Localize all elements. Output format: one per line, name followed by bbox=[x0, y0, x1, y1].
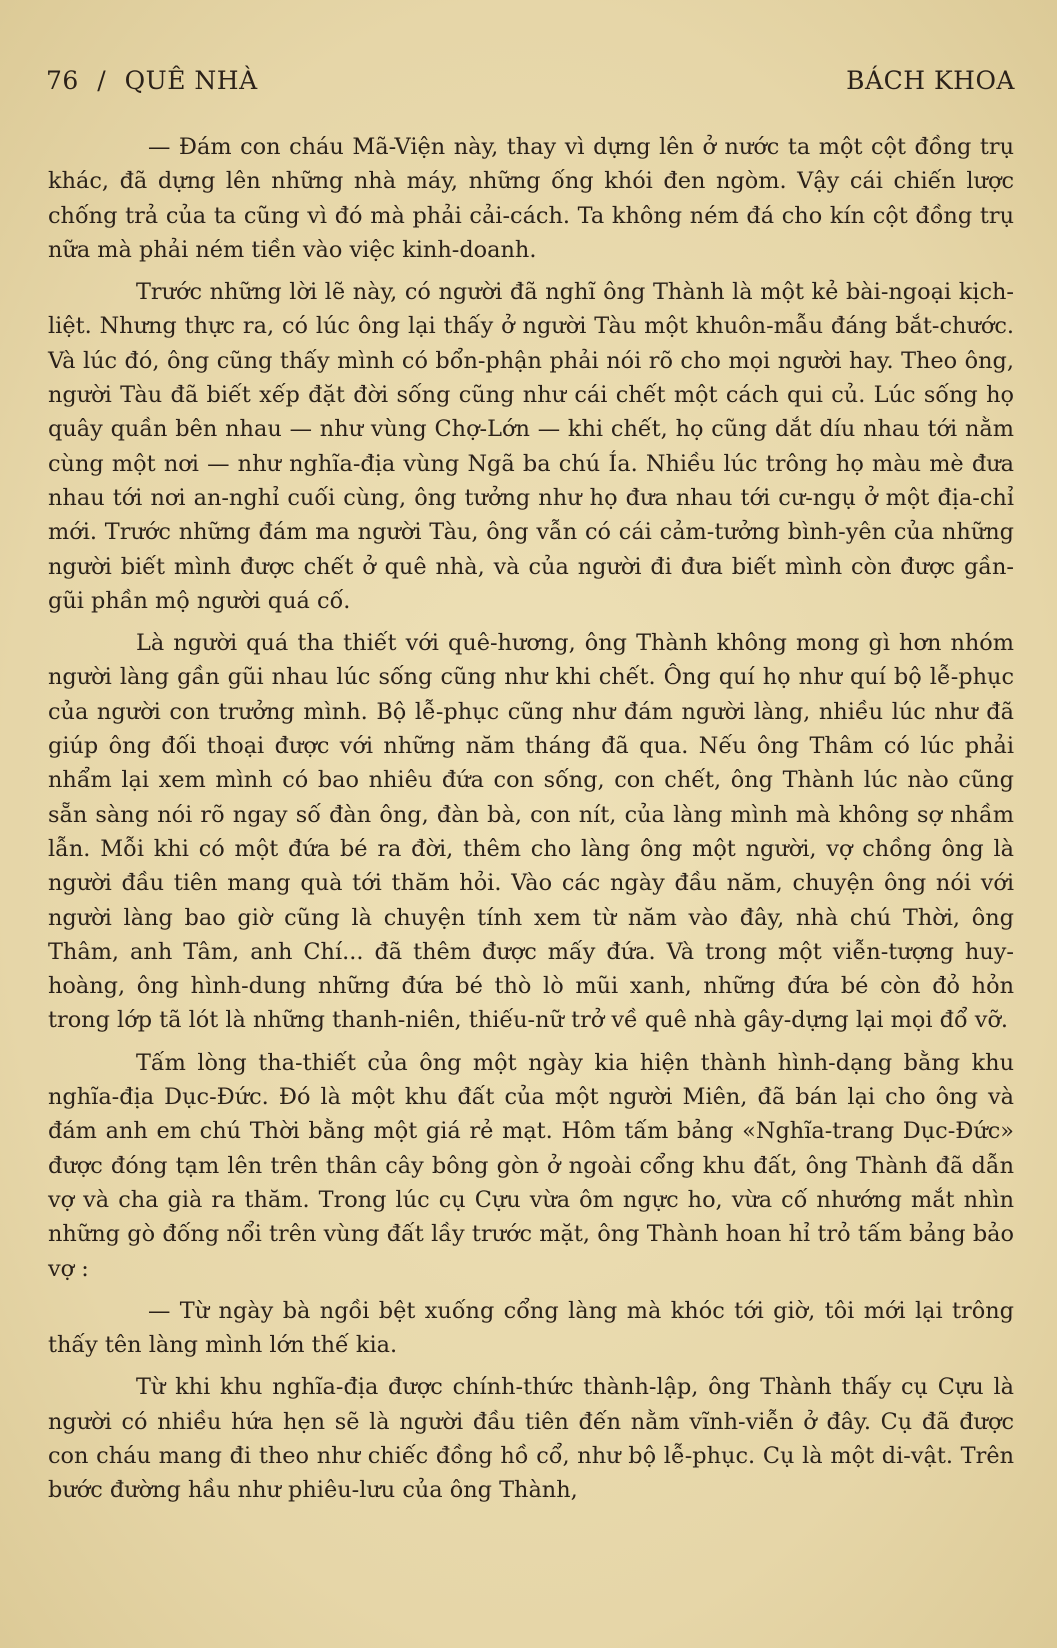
paragraph: — Từ ngày bà ngồi bệt xuống cổng làng mà khóc tới giờ, tôi mới lại trông thấy tên làng mình lớn thế kia. bbox=[48, 1297, 1014, 1359]
header-left bbox=[46, 66, 258, 95]
page-number: 76 bbox=[46, 66, 79, 95]
paragraph: Từ khi khu nghĩa-địa được chính-thức thành-lập, ông Thành thấy cụ Cựu là người có nhiều hứa hẹn sẽ là người đầu tiên đến nằm vĩnh-viễn ở đây. Cụ đã được con cháu mang đi theo như chiếc đồng hồ cổ, như bộ lễ-phục. Cụ là một di-vật. Trên bước đường hầu như phiêu-lưu của ông Thành, bbox=[48, 1374, 1014, 1504]
header-separator: / bbox=[97, 66, 107, 95]
paragraph: — Đám con cháu Mã-Viện này, thay vì dựng lên ở nước ta một cột đồng trụ khác, đã dựng lên những nhà máy, những ống khói đen ngòm. Vậy cái chiến lược chống trả của ta cũng vì đó mà phải cải-cách. Ta không ném đá cho kín cột đồng trụ nữa mà phải ném tiền vào việc kinh-doanh. bbox=[48, 134, 1014, 263]
paragraph: Là người quá tha thiết với quê-hương, ông Thành không mong gì hơn nhóm người làng gần gũi nhau lúc sống cũng như khi chết. Ông quí họ như quí bộ lễ-phục của người con trưởng mình. Bộ lễ-phục cũng như đám người làng, nhiều lúc như đã giúp ông đối thoại được với những năm tháng đã qua. Nếu ông Thâm có lúc phải nhẩm lại xem mình có bao nhiêu đứa con sống, con chết, ông Thành lúc nào cũng sẵn sàng nói rõ ngay số đàn ông, đàn bà, con nít, của làng mình mà không sợ nhầm lẫn. Mỗi khi có một đứa bé ra đời, thêm cho làng ông một người, vợ chồng ông là người đầu tiên mang quà tới thăm hỏi. Vào các ngày đầu năm, chuyện ông nói với người làng bao giờ cũng là chuyện tính xem từ năm vào đây, nhà chú Thời, ông Thâm, anh Tâm, anh Chí... đã thêm được mấy đứa. Và trong một viễn-tượng huy-hoàng, ông hình-dung những đứa bé thò lò mũi xanh, những đứa bé còn đỏ hỏn trong lớp tã lót là những thanh-niên, thiếu-nữ trở về quê nhà gây-dựng lại mọi đổ vỡ. bbox=[48, 630, 1014, 1034]
paragraph: Trước những lời lẽ này, có người đã nghĩ ông Thành là một kẻ bài-ngoại kịch-liệt. Nhưng thực ra, có lúc ông lại thấy ở người Tàu một khuôn-mẫu đáng bắt-chước. Và lúc đó, ông cũng thấy mình có bổn-phận phải nói rõ cho mọi người hay. Theo ông, người Tàu đã biết xếp đặt đời sống cũng như cái chết một cách qui củ. Lúc sống họ quây quần bên nhau — như vùng Chợ-Lớn — khi chết, họ cũng dắt díu nhau tới nằm cùng một nơi — như nghĩa-địa vùng Ngã ba chú Ía. Nhiều lúc trông họ màu mè đưa nhau tới nơi an-nghỉ cuối cùng, ông tưởng như họ đưa nhau tới cư-ngụ ở một địa-chỉ mới. Trước những đám ma người Tàu, ông vẫn có cái cảm-tưởng bình-yên của những người biết mình được chết ở quê nhà, và của người đi đưa biết mình còn được gần-gũi phần mộ người quá cố. bbox=[48, 279, 1014, 614]
section-title: QUÊ NHÀ bbox=[124, 66, 258, 95]
body-text bbox=[48, 130, 1014, 1516]
paragraph: Tấm lòng tha-thiết của ông một ngày kia hiện thành hình-dạng bằng khu nghĩa-địa Dục-Đức. Đó là một khu đất của một người Miên, đã bán lại cho ông và đám anh em chú Thời bằng một giá rẻ mạt. Hôm tấm bảng «Nghĩa-trang Dục-Đức» được đóng tạm lên trên thân cây bông gòn ở ngoài cổng khu đất, ông Thành đã dẫn vợ và cha già ra thăm. Trong lúc cụ Cựu vừa ôm ngực ho, vừa cố nhướng mắt nhìn những gò đống nổi trên vùng đất lầy trước mặt, ông Thành hoan hỉ trỏ tấm bảng bảo vợ : bbox=[48, 1049, 1014, 1282]
running-header bbox=[46, 66, 1015, 100]
publication-title: BÁCH KHOA bbox=[846, 66, 1015, 95]
